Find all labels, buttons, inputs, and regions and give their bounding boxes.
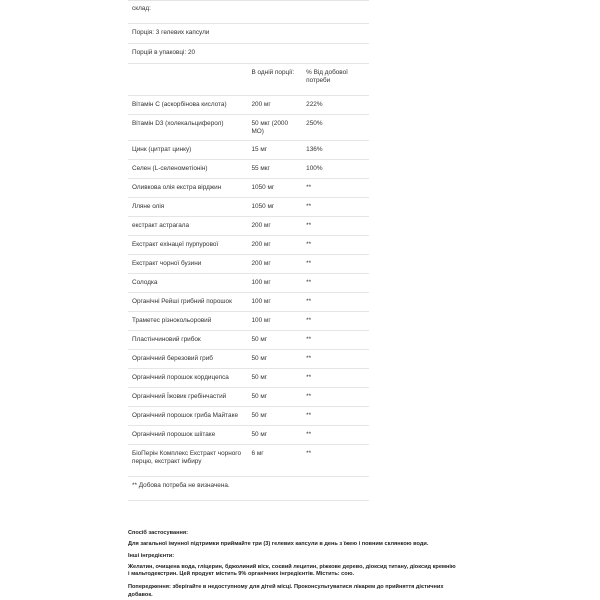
nutrient-name: Солодка (128, 274, 247, 293)
footnote-row (128, 477, 369, 501)
other-ingredients-title: Інші інгредієнти: (128, 552, 175, 559)
nutrient-amount: 1050 мг (247, 179, 302, 198)
nutrient-amount: 50 мг (247, 388, 302, 407)
header-name-blank (128, 64, 247, 96)
nutrient-amount: 55 мкг (247, 160, 302, 179)
nutrient-dv: ** (302, 426, 369, 445)
header-dv: % Від добової потреби (302, 64, 369, 96)
nutrient-dv: ** (302, 255, 369, 274)
nutrient-amount: 200 мг (247, 96, 302, 115)
nutrient-dv: ** (302, 198, 369, 217)
nutrient-dv: ** (302, 293, 369, 312)
warning-text: Попередження: зберігайте в недоступному для дітей місці. Проконсультуватися лікарем до прийняття дієтичних добавок. (128, 584, 444, 598)
nutrient-name: Органічні Рейші грибний порошок (128, 293, 247, 312)
nutrient-amount: 100 мг (247, 312, 302, 331)
nutrient-amount: 50 мг (247, 426, 302, 445)
nutrient-dv: ** (302, 445, 369, 477)
nutrient-dv: ** (302, 274, 369, 293)
nutrient-row (128, 369, 369, 388)
nutrient-amount: 1050 мг (247, 198, 302, 217)
nutrient-name: Пластінчиновий грибок (128, 331, 247, 350)
nutrient-row (128, 388, 369, 407)
nutrient-row (128, 274, 369, 293)
nutrient-row (128, 217, 369, 236)
nutrient-dv: ** (302, 407, 369, 426)
nutrient-dv: ** (302, 388, 369, 407)
nutrient-dv: ** (302, 312, 369, 331)
nutrient-row (128, 179, 369, 198)
nutrient-row (128, 350, 369, 369)
nutrient-amount: 50 мг (247, 369, 302, 388)
nutrient-name: Екстракт чорної бузини (128, 255, 247, 274)
nutrient-row (128, 236, 369, 255)
supplement-facts-table (128, 0, 369, 501)
nutrient-row (128, 293, 369, 312)
nutrient-row (128, 312, 369, 331)
nutrient-dv: 136% (302, 141, 369, 160)
nutrient-dv: 100% (302, 160, 369, 179)
nutrient-dv: 222% (302, 96, 369, 115)
nutrient-name: Цинк (цитрат цинку) (128, 141, 247, 160)
footnote: ** Добова потреба не визначена. (128, 477, 369, 501)
table-header-row (128, 64, 369, 96)
nutrient-row (128, 331, 369, 350)
nutrient-amount: 100 мг (247, 293, 302, 312)
nutrient-amount: 200 мг (247, 217, 302, 236)
nutrient-name: Траметес різнокольоровий (128, 312, 247, 331)
nutrient-amount: 15 мг (247, 141, 302, 160)
nutrient-dv: 250% (302, 115, 369, 141)
nutrient-amount: 50 мг (247, 350, 302, 369)
header-amount: В одній порції: (247, 64, 302, 96)
nutrient-name: БіоПерін Комплекс Екстракт чорного перцю, екстракт імбиру (128, 445, 247, 477)
nutrient-row (128, 407, 369, 426)
nutrient-row (128, 160, 369, 179)
nutrient-name: Оливкова олія екстра вірджин (128, 179, 247, 198)
nutrient-amount: 50 мг (247, 407, 302, 426)
nutrient-name: Вітамін D3 (холекальциферол) (128, 115, 247, 141)
nutrient-name: Екстракт ехінацеї пурпурової (128, 236, 247, 255)
nutrient-name: Вітамін С (аскорбінова кислота) (128, 96, 247, 115)
nutrient-dv: ** (302, 236, 369, 255)
nutrient-name: екстракт астрагала (128, 217, 247, 236)
nutrient-name: Органічний порошок гриба Майтаке (128, 407, 247, 426)
nutrient-row (128, 141, 369, 160)
nutrient-row (128, 198, 369, 217)
nutrient-row (128, 96, 369, 115)
serving-size: Порція: 3 гелевих капсули (128, 24, 369, 44)
nutrient-row (128, 115, 369, 141)
nutrient-name: Органічний березовий гриб (128, 350, 247, 369)
nutrient-name: Органічний порошок кордицепса (128, 369, 247, 388)
nutrient-row (128, 426, 369, 445)
nutrient-dv: ** (302, 217, 369, 236)
nutrient-name: Селен (L-селенометіонін) (128, 160, 247, 179)
composition-label: склад: (128, 0, 369, 24)
nutrient-amount: 200 мг (247, 255, 302, 274)
nutrient-amount: 50 мг (247, 331, 302, 350)
other-ingredients-text: Желатин, очищена вода, гліцерин, бджолиний віск, соєвий лецитин, ріжкове дерево, діоксид титану, діоксид кремнію і мальтодекстрин. Цей продукт містить 9% органічних інгредієнтів. Містить: сою. (128, 563, 456, 578)
nutrient-dv: ** (302, 179, 369, 198)
nutrient-dv: ** (302, 350, 369, 369)
nutrient-name: Органічний порошок шіітаке (128, 426, 247, 445)
nutrient-amount: 100 мг (247, 274, 302, 293)
usage-text: Для загальної імунної підтримки приймайте три (3) гелевих капсули в день з їжею і повним склянкою води. (128, 541, 429, 548)
composition-row (128, 0, 369, 24)
servings-per-container: Порцій в упаковці: 20 (128, 44, 369, 64)
nutrient-amount: 6 мг (247, 445, 302, 477)
nutrient-dv: ** (302, 331, 369, 350)
nutrient-dv: ** (302, 369, 369, 388)
usage-title: Спосіб застосування: (128, 530, 188, 536)
usage-section (128, 530, 458, 599)
nutrient-row (128, 255, 369, 274)
nutrient-amount: 200 мг (247, 236, 302, 255)
nutrient-amount: 50 мкг (2000 МО) (247, 115, 302, 141)
nutrient-name: Лляне олія (128, 198, 247, 217)
nutrient-row (128, 445, 369, 477)
serving-size-row (128, 24, 369, 44)
nutrient-name: Органічний Їжовик гребінчастий (128, 388, 247, 407)
servings-per-container-row (128, 44, 369, 64)
